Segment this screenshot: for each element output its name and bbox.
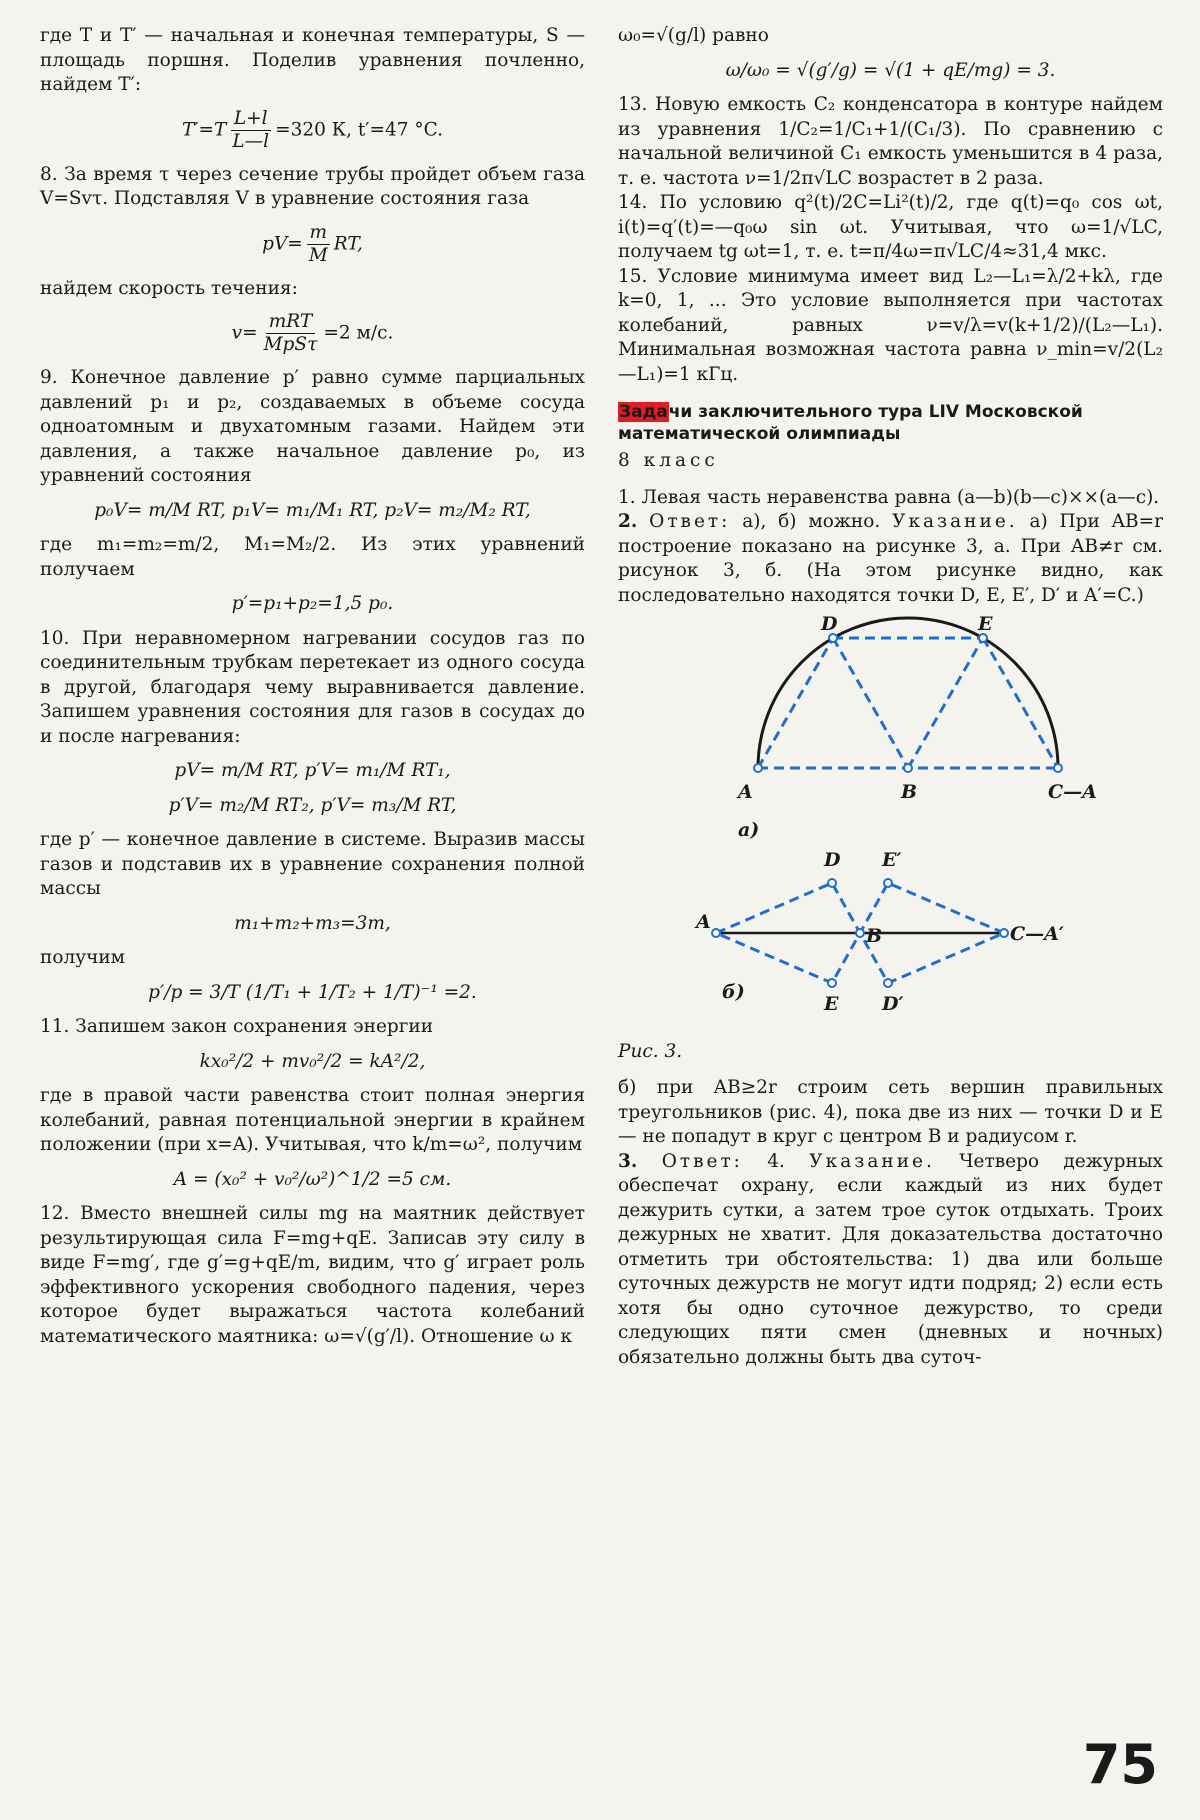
label-a: A	[738, 781, 753, 803]
point-c-b	[1000, 929, 1008, 937]
point-d	[829, 634, 837, 642]
point-b-b	[856, 929, 864, 937]
right-column	[618, 24, 1163, 1370]
problem-11: 11. Запишем закон сохранения энергии	[40, 1016, 434, 1037]
label-ca-b: C—A′	[1010, 923, 1064, 945]
figure-caption: Рис. 3.	[618, 1040, 683, 1062]
segment-ec	[983, 638, 1058, 768]
problem-10-continued: где p′ — конечное давление в системе. Выразив массы газов и подставив их в уравнение сохранения полной массы	[40, 829, 585, 899]
problem-14: 14. По условию q²(t)/2C=Li²(t)/2, где q(t)=q₀ cos ωt, i(t)=q′(t)=—q₀ω sin ωt. Учитывая, что ω=1/√LC, получаем tg ωt=1, т. е. t=π/4ω=π√LC/4≈31,4 мкс.	[618, 192, 1163, 262]
segment-ad	[758, 638, 833, 768]
problem-13: 13. Новую емкость C₂ конденсатора в контуре найдем из уравнения 1/C₂=1/C₁+1/(C₁/3). По сравнению с начальной величиной C₁ емкость уменьшится в 4 раза, т. е. частота ν=1/2π√LC возрастет в 2 раза.	[618, 94, 1163, 189]
figure-3a-label: а)	[738, 819, 760, 841]
label-b-b: B	[866, 925, 883, 947]
equation-9a: p₀V= m/M RT, p₁V= m₁/M₁ RT, p₂V= m₂/M₂ RT,	[94, 499, 531, 521]
olympiad-question-2: 2. Ответ: а), б) можно. Указание. а) При AB=r построение показано на рисунке 3, а. При AB≠r см. рисунок 3, б. (На этом рисунке видно, как последовательно находятся точки D, E, E′, D′ и A′=C.)	[618, 511, 1163, 606]
problem-12: 12. Вместо внешней силы mg на маятник действует результирующая сила F=mg+qE. Записав эту силу в виде F=mg′, где g′=g+qE/m, видим, что g′ играет роль эффективного ускорения свободного падения, через которое будет выражаться частота колебаний математического маятника: ω=√(g′/l). Отношение ω к	[40, 1203, 585, 1347]
label-ca: C—A	[1048, 781, 1097, 803]
label-e1-b: E′	[882, 849, 902, 871]
section-heading: Задачи заключительного тура LIV Московской математической олимпиады	[618, 402, 1083, 444]
segment-be	[908, 638, 983, 768]
equation-10c: m₁+m₂+m₃=3m,	[234, 912, 391, 934]
intro-paragraph: где T и T′ — начальная и конечная температуры, S — площадь поршня. Поделив уравнения почленно, найдем T′:	[40, 25, 585, 95]
label-d-b: D	[824, 849, 841, 871]
label-e: E	[978, 613, 993, 635]
point-c	[1054, 764, 1062, 772]
equation-9b: p′=p₁+p₂=1,5 p₀.	[231, 593, 394, 614]
problem-8-continued: найдем скорость течения:	[40, 277, 298, 299]
page-number: 75	[1082, 1733, 1158, 1796]
figure-3b-label: б)	[722, 981, 745, 1003]
equation-8b: v= $\frac{\text{mRT}}{\text{MpSτ}}$ =2 м/с.	[231, 311, 394, 355]
problem-8: 8. За время τ через сечение трубы пройдет объем газа V=Svτ. Подставляя V в уравнение состояния газа	[40, 163, 585, 209]
label-d1-b: D′	[882, 993, 904, 1015]
figure-3	[618, 608, 1163, 1064]
problem-12-continued: ω₀=√(g/l) равно	[618, 25, 769, 46]
label-a-b: A	[696, 911, 711, 933]
label-b: B	[901, 781, 918, 803]
equation-10d: p′/p = 3/T (1/T₁ + 1/T₂ + 1/T)⁻¹ =2.	[148, 981, 477, 1003]
point-b	[904, 764, 912, 772]
figure-3-drawing	[618, 608, 1163, 1028]
left-column	[40, 24, 585, 1349]
equation-11a: kx₀²/2 + mv₀²/2 = kA²/2,	[199, 1050, 426, 1072]
point-e	[979, 634, 987, 642]
olympiad-question-1: 1. Левая часть неравенства равна (a—b)(b—c)××(a—c).	[618, 486, 1160, 508]
equation-10b: p′V= m₂/M RT₂, p′V= m₃/M RT,	[168, 794, 457, 816]
problem-10-obtain: получим	[40, 947, 126, 968]
segment-db	[833, 638, 908, 768]
problem-15: 15. Условие минимума имеет вид L₂—L₁=λ/2+kλ, где k=0, 1, ... Это условие выполняется при частотах колебаний, равных ν=v/λ=v(k+1/2)/(L₂—L₁). Минимальная возможная частота равна ν_min=v/2(L₂—L₁)=1 кГц.	[618, 265, 1163, 385]
grade-label: 8 класс	[618, 450, 719, 471]
label-d: D	[821, 613, 838, 635]
problem-9-continued: где m₁=m₂=m/2, M₁=M₂/2. Из этих уравнений получаем	[40, 534, 585, 580]
point-a	[754, 764, 762, 772]
figure-3b	[694, 849, 1064, 1015]
olympiad-question-3: 3. Ответ: 4. Указание. Четверо дежурных обеспечат охрану, если каждый из них будет дежурить сутки, а затем трое суток отдыхать. Троих дежурных не хватит. Для доказательства достаточно отметить три обстоятельства: 1) два или больше суточных дежурств не могут идти подряд; 2) если есть хотя бы одно суточное дежурство, то среди следующих пяти смен (дневных и ночных) обязательно должны быть два суточ-	[618, 1150, 1163, 1368]
problem-9: 9. Конечное давление p′ равно сумме парциальных давлений p₁ и p₂, создаваемых в объеме сосуда одноатомным и двухатомным газами. Найдем эти давления, а также начальное давление p₀, из уравнений состояния	[40, 367, 585, 486]
label-e-b: E	[824, 993, 839, 1015]
equation-8a: pV= $\frac{m}{M}$ RT,	[262, 221, 363, 266]
olympiad-question-2b: б) при AB≥2r строим сеть вершин правильных треугольников (рис. 4), пока две из них — точки D и E — не попадут в круг с центром B и радиусом r.	[618, 1077, 1163, 1147]
equation-11b: A = (x₀² + v₀²/ω²)^1/2 =5 см.	[173, 1168, 452, 1190]
point-a-b	[712, 929, 720, 937]
equation-12: ω/ω₀ = √(g′/g) = √(1 + qE/mg) = 3.	[725, 59, 1056, 81]
point-e-b	[828, 979, 836, 987]
problem-11-continued: где в правой части равенства стоит полная энергия колебаний, равная потенциальной энергии в крайнем положении (при x=A). Учитывая, что k/m=ω², получим	[40, 1085, 585, 1155]
problem-10: 10. При неравномерном нагревании сосудов газ по соединительным трубкам перетекает из одного сосуда в другой, благодаря чему выравнивается давление. Запишем уравнения состояния для газов в сосудах до и после нагревания:	[40, 627, 585, 747]
equation-10a: pV= m/M RT, p′V= m₁/M RT₁,	[174, 760, 451, 781]
figure-3a	[736, 613, 1097, 841]
point-e1-b	[884, 879, 892, 887]
heading-highlight: Зада	[619, 402, 668, 422]
point-d-b	[828, 879, 836, 887]
point-d1-b	[884, 979, 892, 987]
equation-temperature: T′=T $\frac{L+l}{L—l}$ =320 К, t′=47 °C.	[181, 107, 444, 152]
